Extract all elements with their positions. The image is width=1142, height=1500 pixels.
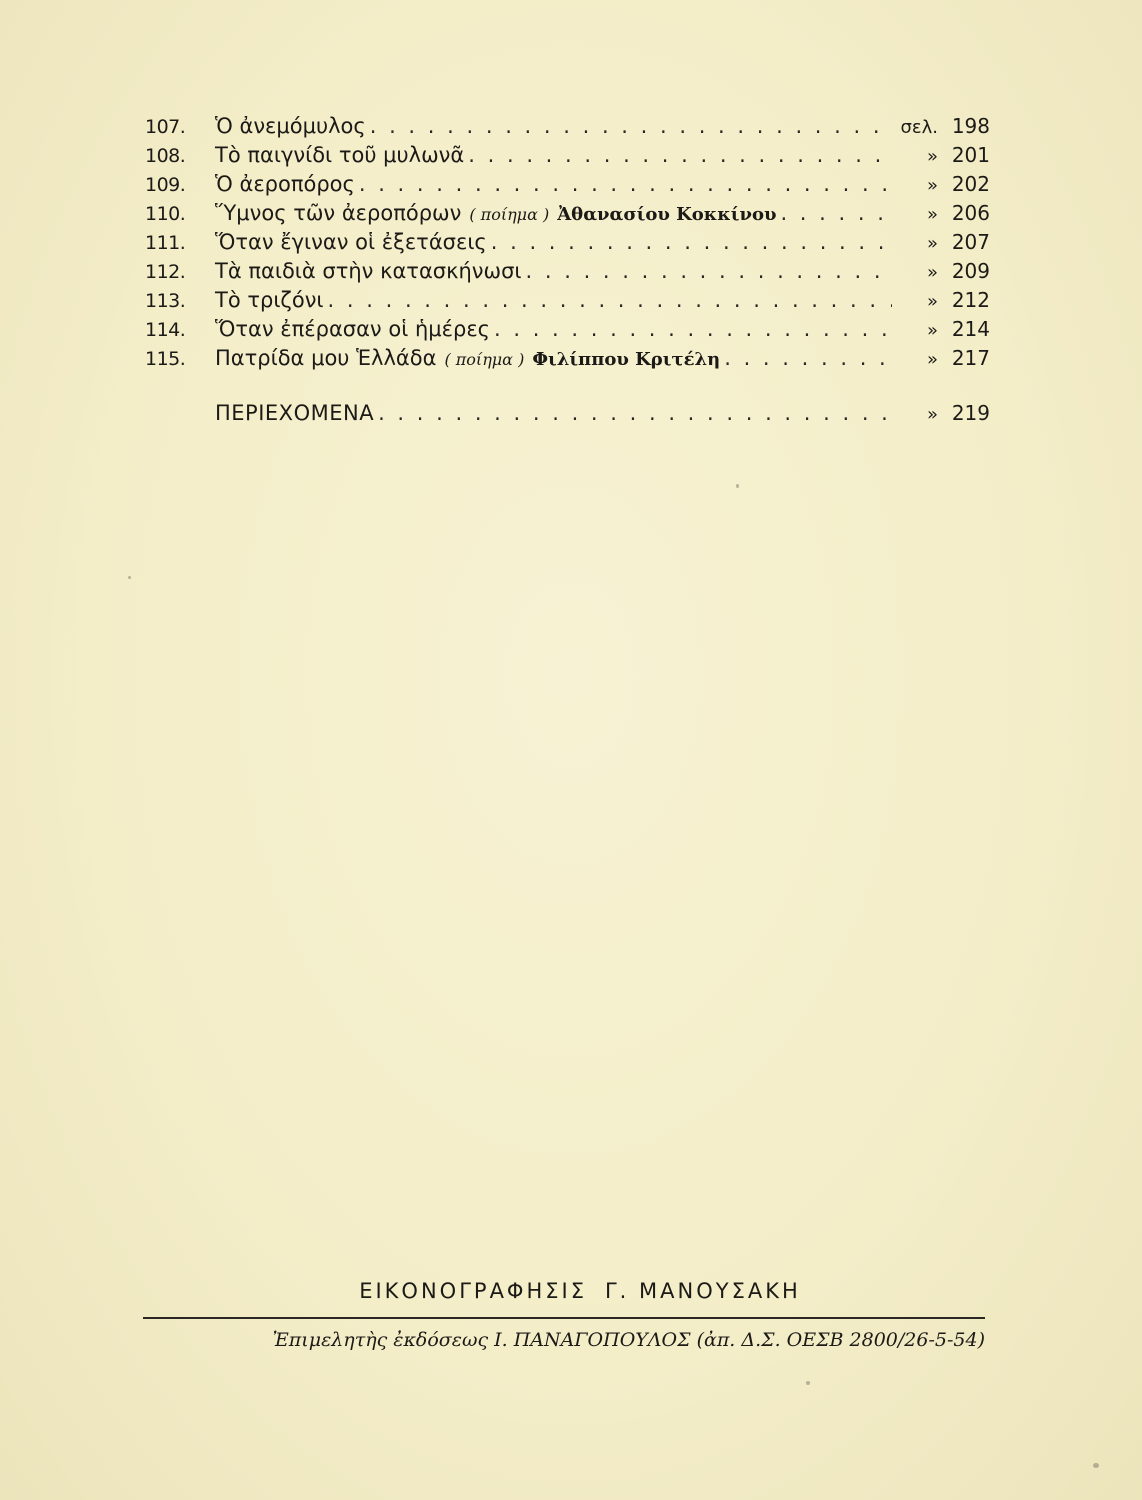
dot-leader [724,344,892,373]
toc-entry [145,228,990,257]
dot-leader [328,286,892,315]
toc-entry [145,257,990,286]
entry-author: Ἀθανασίου Κοκκίνου [557,204,777,225]
toc-entry [145,344,990,373]
entry-title: Ὁ ἀνεμόμυλος [215,114,366,138]
ditto-mark: » [926,262,938,283]
entry-page: 202 [951,172,990,196]
entry-number: 107. [145,116,186,138]
entry-title: Ὕμνος τῶν ἀεροπόρων [215,201,462,225]
contents-entry [145,399,990,428]
entry-title: Τὸ τριζόνι [215,288,324,312]
dot-leader [370,112,892,141]
ditto-mark: » [926,175,938,196]
toc-entry [145,141,990,170]
entry-page: 214 [951,317,990,341]
entry-title: Πατρίδα μου Ἑλλάδα [215,346,437,370]
dot-leader [494,315,892,344]
paper-speck [736,484,739,488]
entry-number: 112. [145,261,186,283]
illustrator-name: Γ. ΜΑΝΟΥΣΑΚΗ [604,1279,801,1303]
toc-entry [145,286,990,315]
dot-leader [378,399,892,428]
entry-page: 212 [951,288,990,312]
page-label: σελ. [900,117,938,138]
paper-speck [1093,1463,1099,1468]
entry-number: 110. [145,203,186,225]
ditto-mark: » [926,349,938,370]
toc-entry [145,112,990,141]
entry-page: 209 [951,259,990,283]
ditto-mark: » [926,291,938,312]
entry-title: Τὰ παιδιὰ στὴν κατασκήνωσι [215,259,522,283]
entry-page: 206 [951,201,990,225]
dot-leader [468,141,892,170]
ditto-mark: » [926,233,938,254]
entry-number: 114. [145,319,186,341]
entry-number: 109. [145,174,186,196]
paper-speck [128,576,131,579]
poem-note: ( ποίημα ) [444,350,525,369]
entry-page: 198 [951,114,990,138]
dot-leader [780,199,892,228]
entry-number: 111. [145,232,186,254]
paper-speck [806,1381,810,1385]
contents-page: 219 [951,401,990,425]
illustrations-credit [0,1279,1142,1303]
entry-title: Ὁ ἀεροπόρος [215,172,355,196]
poem-note: ( ποίημα ) [469,205,550,224]
entry-number: 113. [145,290,186,312]
editor-credit: Ἐπιμελητὴς ἐκδόσεως Ι. ΠΑΝΑΓΟΠΟΥΛΟΣ (ἀπ. Δ.Σ. ΟΕΣΒ 2800/26-5-54) [272,1329,985,1351]
ditto-mark: » [926,146,938,167]
dot-leader [526,257,892,286]
entry-page: 207 [951,230,990,254]
entry-title: Ὅταν ἔγιναν οἱ ἐξετάσεις [215,230,487,254]
entry-title: Τὸ παιγνίδι τοῦ μυλωνᾶ [215,143,465,167]
dot-leader [359,170,892,199]
contents-title: ΠΕΡΙΕΧΟΜΕΝΑ [215,401,375,425]
toc-entry [145,315,990,344]
entry-title: Ὅταν ἐπέρασαν οἱ ἡμέρες [215,317,490,341]
toc-entry [145,199,990,228]
table-of-contents [145,112,990,428]
toc-entry [145,170,990,199]
entry-number: 108. [145,145,186,167]
entry-author: Φιλίππου Κριτέλη [532,349,721,370]
entry-number: 115. [145,348,186,370]
ditto-mark: » [926,204,938,225]
entry-page: 217 [951,346,990,370]
ditto-mark: » [926,404,938,425]
dot-leader [491,228,892,257]
divider-rule [143,1317,985,1319]
illustrations-label: ΕΙΚΟΝΟΓΡΑΦΗΣΙΣ [359,1279,587,1303]
ditto-mark: » [926,320,938,341]
entry-page: 201 [951,143,990,167]
